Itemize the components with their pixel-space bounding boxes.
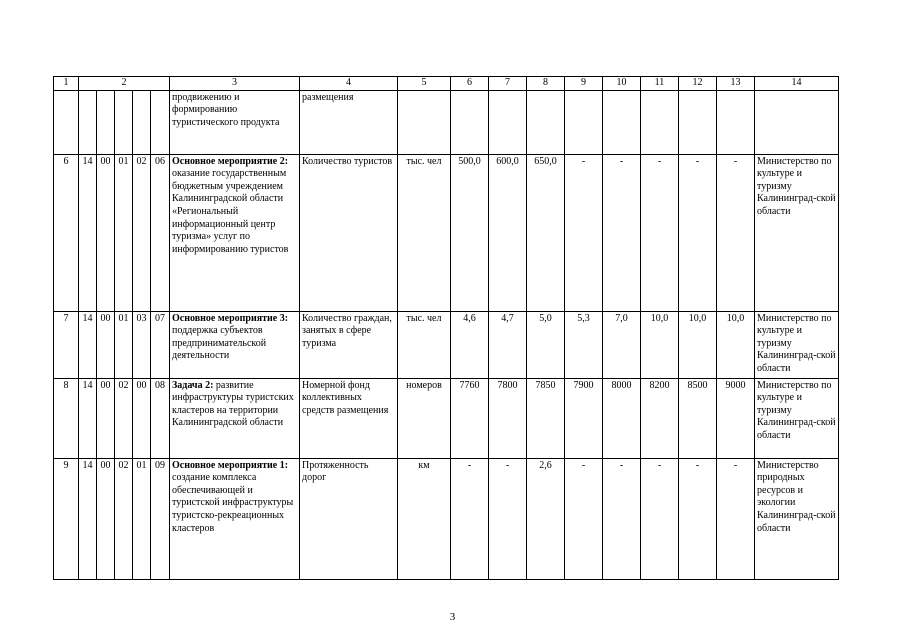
- code-cell: 06: [151, 154, 170, 311]
- value-cell: -: [451, 458, 489, 579]
- indicator-cell: Количество граждан, занятых в сфере туризма: [300, 311, 398, 378]
- value-cell: [527, 90, 565, 154]
- value-cell: 600,0: [489, 154, 527, 311]
- value-cell: 4,7: [489, 311, 527, 378]
- code-cell: [133, 90, 151, 154]
- value-cell: [489, 90, 527, 154]
- code-cell: 00: [97, 154, 115, 311]
- table-row: [54, 458, 839, 579]
- header-cell: 1: [54, 77, 79, 91]
- responsible-cell: Министерство по культуре и туризму Калининград-ской области: [755, 378, 839, 458]
- responsible-cell: Министерство по культуре и туризму Калининград-ской области: [755, 154, 839, 311]
- code-cell: 02: [115, 378, 133, 458]
- value-cell: 650,0: [527, 154, 565, 311]
- value-cell: -: [679, 458, 717, 579]
- code-cell: [79, 90, 97, 154]
- value-cell: -: [641, 458, 679, 579]
- responsible-cell: [755, 90, 839, 154]
- value-cell: -: [717, 154, 755, 311]
- value-cell: 500,0: [451, 154, 489, 311]
- responsible-cell: Министерство природных ресурсов и экологии Калининград-ской области: [755, 458, 839, 579]
- value-cell: -: [679, 154, 717, 311]
- code-cell: 14: [79, 458, 97, 579]
- indicator-cell: Протяженность дорог: [300, 458, 398, 579]
- responsible-cell: Министерство по культуре и туризму Калининград-ской области: [755, 311, 839, 378]
- header-cell: 9: [565, 77, 603, 91]
- event-description: поддержка субъектов предпринимательской деятельности: [172, 325, 267, 362]
- table-row: [54, 90, 839, 154]
- event-name-cell: [170, 90, 300, 154]
- value-cell: 2,6: [527, 458, 565, 579]
- event-description: создание комплекса обеспечивающей и туристской инфраструктуры туристско-рекреационных кластеров: [172, 472, 294, 534]
- value-cell: -: [489, 458, 527, 579]
- value-cell: 4,6: [451, 311, 489, 378]
- header-row: [54, 77, 839, 91]
- header-cell: 13: [717, 77, 755, 91]
- value-cell: 5,3: [565, 311, 603, 378]
- table-row: [54, 311, 839, 378]
- indicator-cell: Количество туристов: [300, 154, 398, 311]
- code-cell: 01: [133, 458, 151, 579]
- value-cell: 10,0: [679, 311, 717, 378]
- unit-cell: тыс. чел: [398, 154, 451, 311]
- header-cell: 14: [755, 77, 839, 91]
- code-cell: 00: [97, 378, 115, 458]
- code-cell: 01: [115, 311, 133, 378]
- value-cell: 7800: [489, 378, 527, 458]
- row-number-cell: 6: [54, 154, 79, 311]
- indicator-cell: размещения: [300, 90, 398, 154]
- indicators-table: [53, 76, 839, 580]
- event-title: Основное мероприятие 3:: [172, 312, 289, 324]
- code-cell: 01: [115, 154, 133, 311]
- value-cell: 8500: [679, 378, 717, 458]
- event-title: Задача 2:: [172, 379, 214, 391]
- value-cell: [451, 90, 489, 154]
- header-cell: 6: [451, 77, 489, 91]
- value-cell: 7900: [565, 378, 603, 458]
- value-cell: -: [717, 458, 755, 579]
- indicator-cell: Номерной фонд коллективных средств размещения: [300, 378, 398, 458]
- value-cell: [641, 90, 679, 154]
- code-cell: 00: [97, 311, 115, 378]
- code-cell: 00: [133, 378, 151, 458]
- unit-cell: [398, 90, 451, 154]
- event-name-cell: [170, 378, 300, 458]
- unit-cell: номеров: [398, 378, 451, 458]
- event-title: Основное мероприятие 1:: [172, 459, 289, 471]
- header-cell: 8: [527, 77, 565, 91]
- code-cell: [151, 90, 170, 154]
- header-cell: 5: [398, 77, 451, 91]
- value-cell: [603, 90, 641, 154]
- header-cell: 10: [603, 77, 641, 91]
- event-description: развитие инфраструктуры туристских кластеров на территории Калининградской области: [172, 379, 294, 429]
- value-cell: 10,0: [717, 311, 755, 378]
- event-name-cell: [170, 458, 300, 579]
- code-cell: [97, 90, 115, 154]
- header-cell: 12: [679, 77, 717, 91]
- value-cell: 8200: [641, 378, 679, 458]
- code-cell: 02: [115, 458, 133, 579]
- row-number-cell: [54, 90, 79, 154]
- code-cell: 03: [133, 311, 151, 378]
- header-cell: 3: [170, 77, 300, 91]
- value-cell: -: [641, 154, 679, 311]
- value-cell: 7,0: [603, 311, 641, 378]
- value-cell: -: [565, 458, 603, 579]
- header-cell: 7: [489, 77, 527, 91]
- code-cell: 08: [151, 378, 170, 458]
- event-description: оказание государственным бюджетным учреждением Калининградской области «Региональный информационный центр туризма» услуг по информированию туристов: [172, 168, 289, 255]
- row-number-cell: 9: [54, 458, 79, 579]
- unit-cell: км: [398, 458, 451, 579]
- code-cell: 09: [151, 458, 170, 579]
- value-cell: 7850: [527, 378, 565, 458]
- code-cell: 14: [79, 311, 97, 378]
- code-cell: 14: [79, 378, 97, 458]
- code-cell: 00: [97, 458, 115, 579]
- event-description: продвижению и формированию туристического продукта: [172, 91, 280, 128]
- value-cell: 7760: [451, 378, 489, 458]
- code-cell: 07: [151, 311, 170, 378]
- value-cell: 8000: [603, 378, 641, 458]
- value-cell: 9000: [717, 378, 755, 458]
- value-cell: 10,0: [641, 311, 679, 378]
- header-cell: 2: [79, 77, 170, 91]
- value-cell: -: [603, 458, 641, 579]
- header-cell: 4: [300, 77, 398, 91]
- page-number: 3: [449, 611, 456, 623]
- unit-cell: тыс. чел: [398, 311, 451, 378]
- table-row: [54, 154, 839, 311]
- value-cell: [717, 90, 755, 154]
- event-title: Основное мероприятие 2:: [172, 155, 289, 167]
- row-number-cell: 7: [54, 311, 79, 378]
- value-cell: [679, 90, 717, 154]
- row-number-cell: 8: [54, 378, 79, 458]
- event-name-cell: [170, 311, 300, 378]
- code-cell: [115, 90, 133, 154]
- code-cell: 02: [133, 154, 151, 311]
- value-cell: -: [603, 154, 641, 311]
- table-row: [54, 378, 839, 458]
- code-cell: 14: [79, 154, 97, 311]
- header-cell: 11: [641, 77, 679, 91]
- value-cell: -: [565, 154, 603, 311]
- event-name-cell: [170, 154, 300, 311]
- value-cell: [565, 90, 603, 154]
- value-cell: 5,0: [527, 311, 565, 378]
